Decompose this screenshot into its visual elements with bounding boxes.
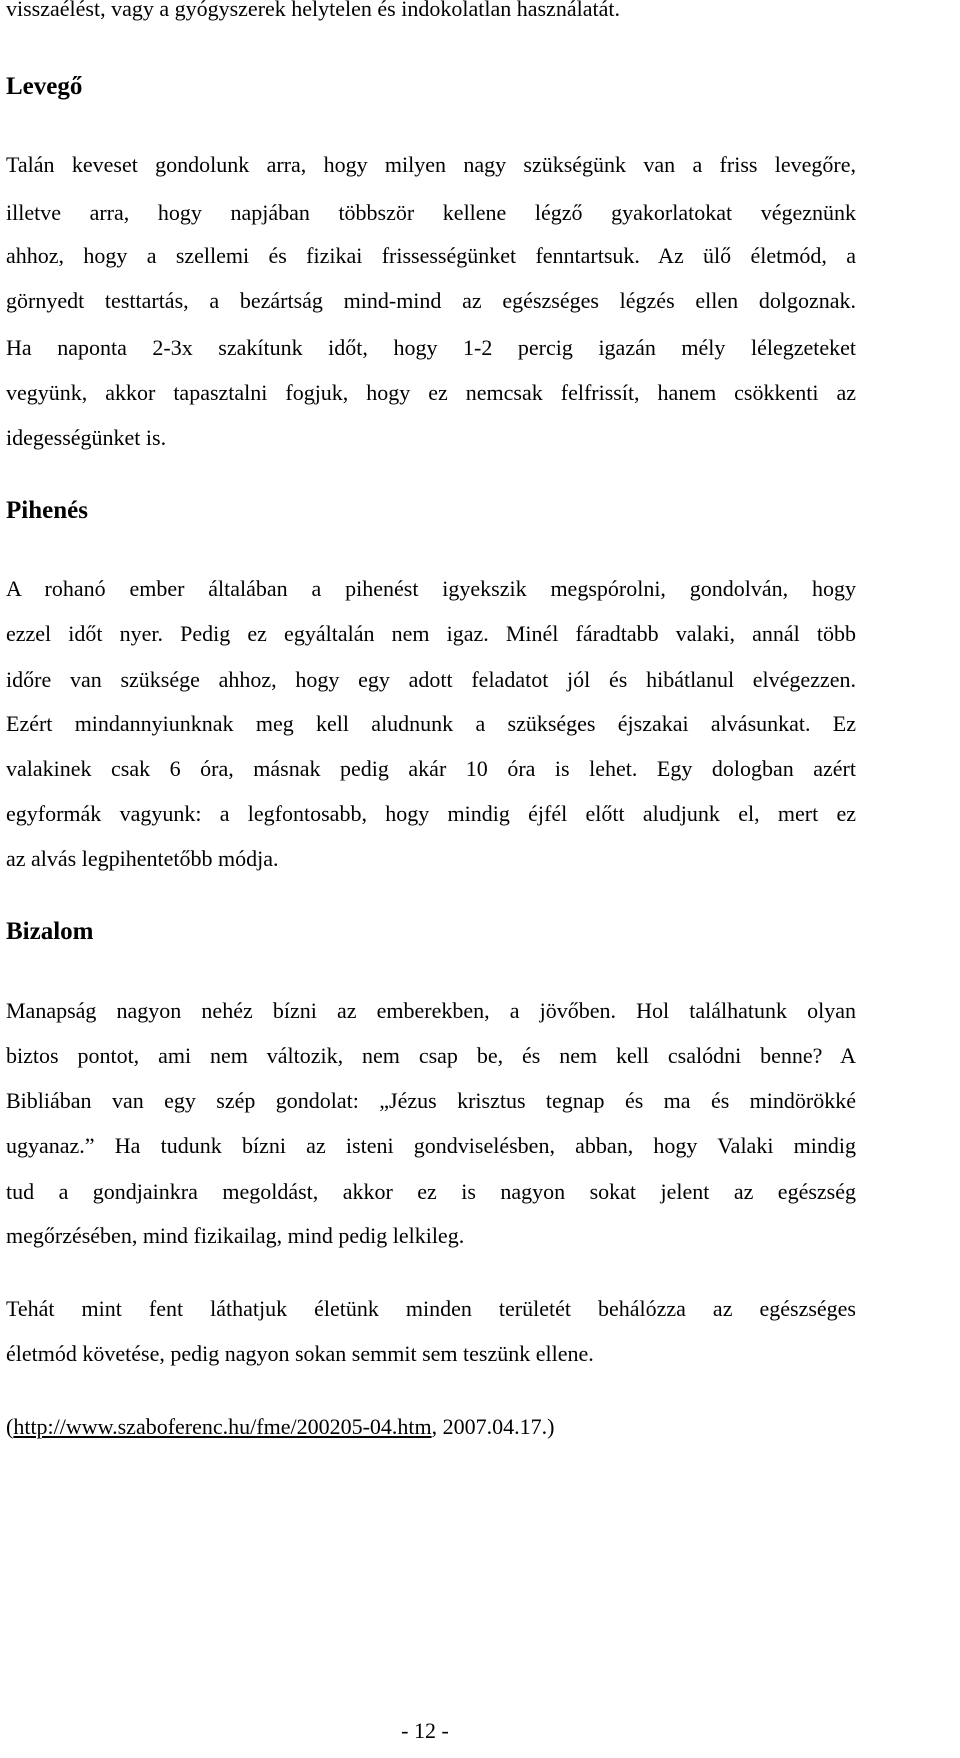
page-number: - 12 - bbox=[401, 1718, 449, 1743]
bizalom-line-2: biztos pontot, ami nem változik, nem csap be, és nem kell csalódni benne? A bbox=[6, 1043, 856, 1068]
levego-line-1: Talán keveset gondolunk arra, hogy milyen nagy szükségünk van a friss levegőre, bbox=[6, 152, 856, 177]
pihenes-line-2: ezzel időt nyer. Pedig ez egyáltalán nem igaz. Minél fáradtabb valaki, annál több bbox=[6, 621, 856, 646]
bizalom-line-5: tud a gondjainkra megoldást, akkor ez is nagyon sokat jelent az egészség bbox=[6, 1179, 856, 1204]
levego-line-3: ahhoz, hogy a szellemi és fizikai frissességünket fenntartsuk. Az ülő életmód, a bbox=[6, 243, 856, 268]
heading-bizalom: Bizalom bbox=[6, 918, 94, 945]
levego-line-7: idegességünket is. bbox=[6, 425, 167, 450]
pihenes-line-1: A rohanó ember általában a pihenést igyekszik megspórolni, gondolván, hogy bbox=[6, 576, 856, 601]
bizalom-line-4: ugyanaz.” Ha tudunk bízni az isteni gondviselésben, abban, hogy Valaki mindig bbox=[6, 1133, 856, 1158]
bizalom-line-3: Bibliában van egy szép gondolat: „Jézus krisztus tegnap és ma és mindörökké bbox=[6, 1088, 856, 1113]
pihenes-line-4: Ezért mindannyiunknak meg kell aludnunk a szükséges éjszakai alvásunkat. Ez bbox=[6, 711, 856, 736]
pihenes-line-3: időre van szüksége ahhoz, hogy egy adott feladatot jól és hibátlanul elvégezzen. bbox=[6, 667, 856, 692]
pihenes-line-5: valakinek csak 6 óra, másnak pedig akár 10 óra is lehet. Egy dologban azért bbox=[6, 756, 856, 781]
conclusion-line-2: életmód követése, pedig nagyon sokan semmit sem teszünk ellene. bbox=[6, 1341, 594, 1366]
levego-line-6: vegyünk, akkor tapasztalni fogjuk, hogy ez nemcsak felfrissít, hanem csökkenti az bbox=[6, 380, 856, 405]
heading-levego: Levegő bbox=[6, 73, 83, 100]
levego-line-2: illetve arra, hogy napjában többször kellene légző gyakorlatokat végeznünk bbox=[6, 200, 856, 225]
pihenes-line-6: egyformák vagyunk: a legfontosabb, hogy mindig éjfél előtt aludjunk el, mert ez bbox=[6, 801, 856, 826]
conclusion-line-1: Tehát mint fent láthatjuk életünk minden területét behálózza az egészséges bbox=[6, 1296, 856, 1321]
levego-line-4: görnyedt testtartás, a bezártság mind-mind az egészséges légzés ellen dolgoznak. bbox=[6, 288, 856, 313]
source-date: , 2007.04.17.) bbox=[431, 1414, 555, 1439]
heading-pihenes: Pihenés bbox=[6, 497, 88, 524]
levego-line-5: Ha naponta 2-3x szakítunk időt, hogy 1-2 percig igazán mély lélegzeteket bbox=[6, 335, 856, 360]
intro-line: visszaélést, vagy a gyógyszerek helytelen és indokolatlan használatát. bbox=[6, 0, 620, 21]
source-open-paren: ( bbox=[6, 1414, 14, 1439]
bizalom-line-6: megőrzésében, mind fizikailag, mind pedig lelkileg. bbox=[6, 1223, 465, 1248]
pihenes-line-7: az alvás legpihentetőbb módja. bbox=[6, 846, 279, 871]
bizalom-line-1: Manapság nagyon nehéz bízni az emberekben, a jövőben. Hol találhatunk olyan bbox=[6, 998, 856, 1023]
source-link[interactable]: http://www.szaboferenc.hu/fme/200205-04.htm bbox=[13, 1414, 432, 1439]
source-citation bbox=[6, 1414, 554, 1440]
